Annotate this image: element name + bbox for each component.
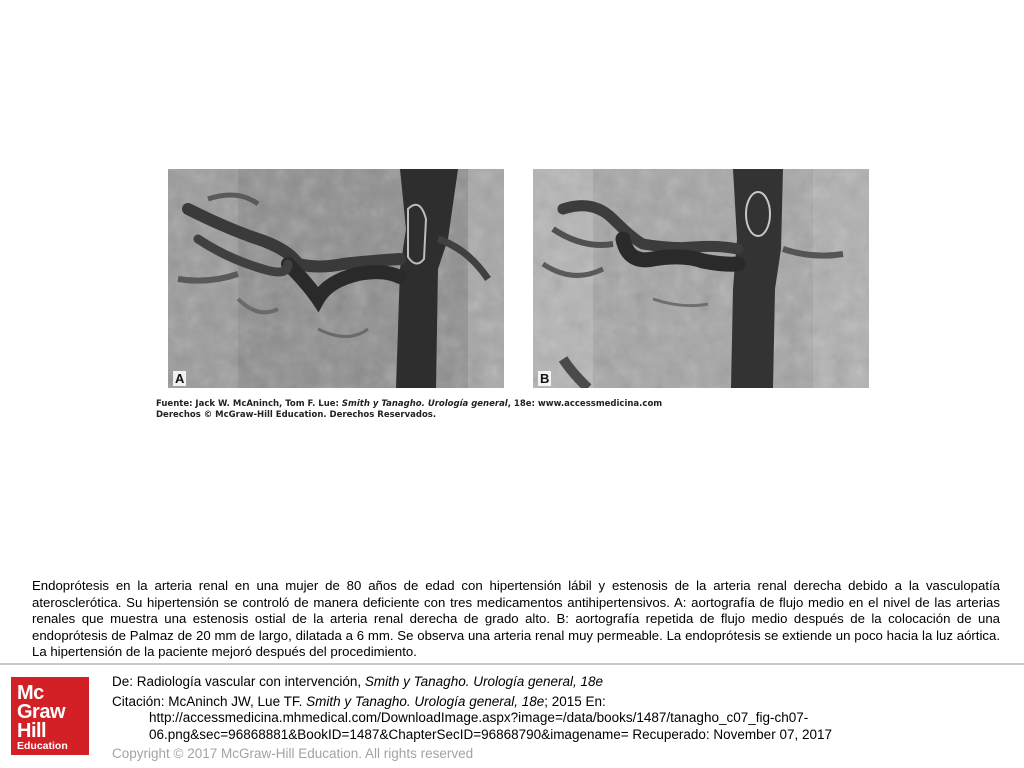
citation-url-line-2[interactable]: 06.png&sec=96868881&BookID=1487&ChapterSecID=96868790&imagename= Recuperado: November 07, 2017 xyxy=(149,726,832,742)
angiogram-image-a xyxy=(168,169,504,388)
reference-block xyxy=(112,674,832,743)
figure-source xyxy=(156,399,662,421)
citation-line: Citación: McAninch JW, Lue TF. Smith y Tanagho. Urología general, 18e; 2015 En: xyxy=(112,693,606,709)
citation-url-line-1[interactable]: http://accessmedicina.mhmedical.com/DownloadImage.aspx?image=/data/books/1487/tanagho_c07_fig-ch07- xyxy=(149,710,809,725)
angiogram-panel-a xyxy=(168,169,504,388)
source-reference: De: Radiología vascular con intervención, Smith y Tanagho. Urología general, 18e xyxy=(112,674,604,689)
copyright-notice: Copyright © 2017 McGraw-Hill Education. All rights reserved xyxy=(112,746,474,761)
angiography-figure xyxy=(150,167,870,420)
panel-b-label: B xyxy=(540,371,550,386)
source-line-1: Fuente: Jack W. McAninch, Tom F. Lue: Smith y Tanagho. Urología general, 18e: www.accessmedicina.com xyxy=(156,399,663,409)
footer-divider xyxy=(0,663,1024,665)
source-line-2: Derechos © McGraw-Hill Education. Derechos Reservados. xyxy=(156,410,437,420)
panel-a-label: A xyxy=(175,371,185,386)
angiogram-panel-b xyxy=(533,169,869,388)
figure-caption: Endoprótesis en la arteria renal en una mujer de 80 años de edad con hipertensión lábil y estenosis de la arteria renal derecha debido a la vasculopatía aterosclerótica. Su hipertensión se controló de manera deficiente con tres medicamentos antihipertensivos. A: aortografía de flujo medio en el nivel de las arterias renales que muestra una estenosis ostial de la arteria renal derecha de grado alto. B: aortografía repetida de flujo medio después de la colocación de una endoprótesis de Palmaz de 20 mm de largo, dilatada a 6 mm. Se observa una arteria renal muy permeable. La endoprótesis se extiende un poco hacia la luz aórtica. La hipertensión de la paciente mejoró después del procedimiento. xyxy=(32,578,1000,659)
mcgraw-hill-education-logo: Mc Graw Hill Education xyxy=(11,677,89,755)
angiogram-image-b xyxy=(533,169,869,388)
